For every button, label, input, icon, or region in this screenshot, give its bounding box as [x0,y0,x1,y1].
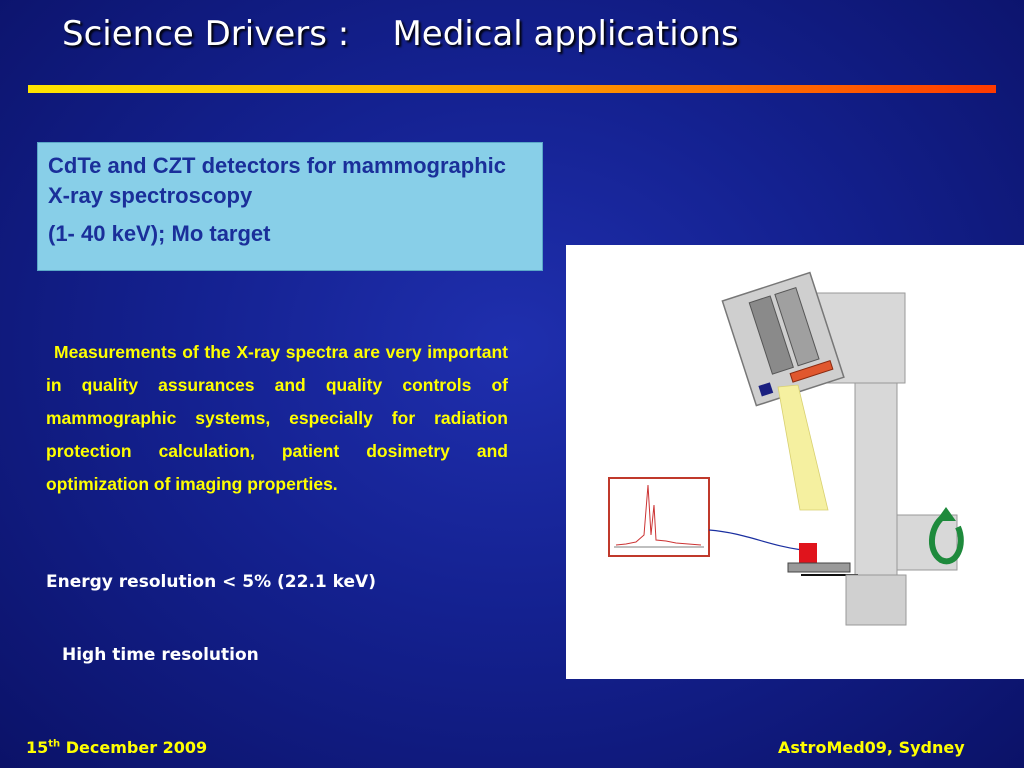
footer-event: AstroMed09, Sydney [778,738,965,757]
footer-month-year: December 2009 [60,738,208,757]
mammography-setup-figure [566,245,1024,679]
energy-resolution-text: Energy resolution < 5% (22.1 keV) [46,572,376,592]
time-resolution-text: High time resolution [62,645,259,665]
detector-block [799,543,817,563]
mammography-setup-drawing [566,245,1024,679]
breast-support-plate [788,563,850,572]
footer-day: 15 [26,738,49,757]
detector-cable [709,530,802,550]
info-box-line-1: CdTe and CZT detectors for mammographic X-ray spectroscopy [48,153,506,208]
body-paragraph: Measurements of the X-ray spectra are very important in quality assurances and quality controls of mammographic systems, especially for radiation protection calculation, patient dosimetry and optimization of imaging properties. [46,342,508,494]
machine-base [846,575,906,625]
rotation-arrowhead-icon [936,507,956,521]
footer-day-suffix: th [48,738,61,750]
info-box-line-2: (1- 40 keV); Mo target [48,221,271,246]
title-underline-bar [28,85,996,93]
slide-title: Science Drivers : Medical applications [62,14,739,54]
x-ray-beam [778,385,828,510]
detector-info-box [37,142,543,271]
footer-date [26,738,207,757]
